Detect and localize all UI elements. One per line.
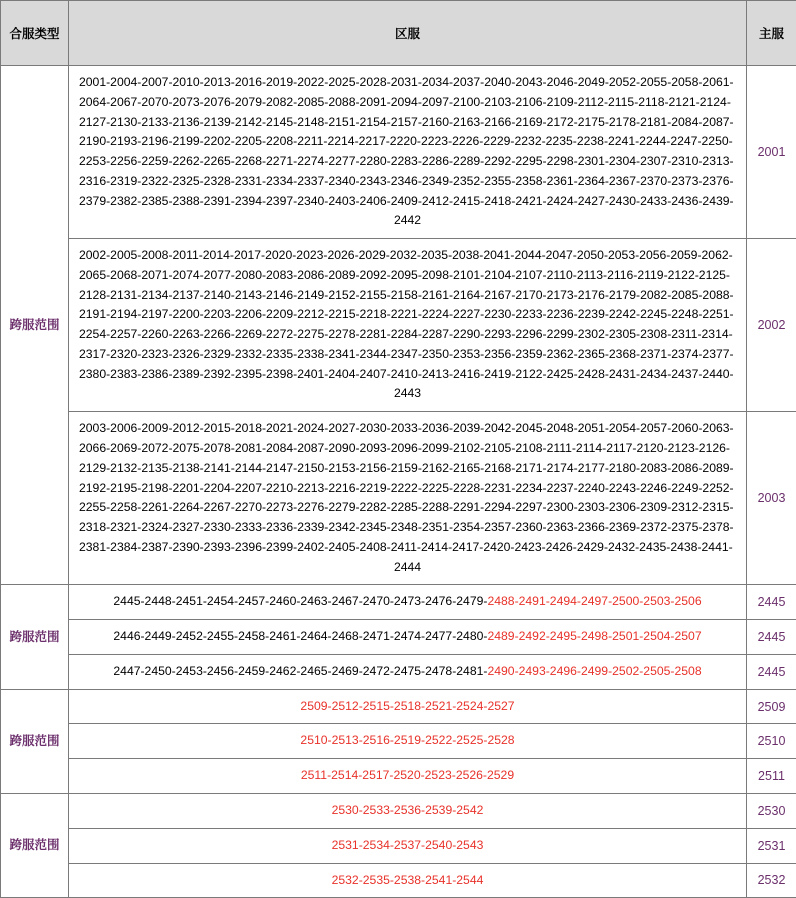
- server-range-segment: 2003-2006-2009-2012-2015-2018-2021-2024-2027-2030-2033-2036-2039-2042-2045-2048-2051-2054-2057-2060-2063-2066-2069-2072-2075-2078-2081-2084-2087-2090-2093-2096-2099-2102-2105-2108-2111-2114-2117-2120-2123-2126-2129-2132-2135-2138-2141-2144-2147-2150-2153-2156-2159-2162-2165-2168-2171-2174-2177-2180-2083-2086-2089-2192-2195-2198-2201-2204-2207-2210-2213-2216-2219-2222-2225-2228-2231-2234-2237-2240-2243-2246-2249-2252-2255-2258-2261-2264-2267-2270-2273-2276-2279-2282-2285-2288-2291-2294-2297-2300-2303-2306-2309-2312-2315-2318-2321-2324-2327-2330-2333-2336-2339-2342-2345-2348-2351-2354-2357-2360-2363-2366-2369-2372-2375-2378-2381-2384-2387-2390-2393-2396-2399-2402-2405-2408-2411-2414-2417-2420-2423-2426-2429-2432-2435-2438-2441-2444: [79, 421, 734, 573]
- server-range-cell: [69, 66, 747, 239]
- table-row: [1, 828, 796, 863]
- server-range-cell: [69, 828, 747, 863]
- server-range-segment: 2510-2513-2516-2519-2522-2525-2528: [300, 733, 514, 747]
- table-row: [1, 620, 796, 655]
- table-row: [1, 412, 796, 585]
- server-range-cell: [69, 412, 747, 585]
- main-server-cell: 2509: [747, 689, 796, 724]
- table-row: [1, 863, 796, 898]
- main-server-cell: 2445: [747, 620, 796, 655]
- main-server-cell: 2532: [747, 863, 796, 898]
- server-range-segment: 2447-2450-2453-2456-2459-2462-2465-2469-2472-2475-2478-2481-: [113, 664, 487, 678]
- server-range-segment: 2532-2535-2538-2541-2544: [332, 873, 484, 887]
- table-row: [1, 585, 796, 620]
- server-range-segment: 2530-2533-2536-2539-2542: [332, 803, 484, 817]
- main-server-cell: 2445: [747, 654, 796, 689]
- table-row: [1, 689, 796, 724]
- table-header-row: [1, 1, 796, 66]
- server-range-cell: [69, 239, 747, 412]
- main-server-cell: 2445: [747, 585, 796, 620]
- table-row: [1, 724, 796, 759]
- main-server-cell: 2531: [747, 828, 796, 863]
- main-server-cell: 2530: [747, 793, 796, 828]
- main-server-cell: 2510: [747, 724, 796, 759]
- server-range-segment: 2509-2512-2515-2518-2521-2524-2527: [300, 699, 514, 713]
- column-header-type: 合服类型: [1, 1, 69, 66]
- merge-type-cell: 跨服范围: [1, 66, 69, 585]
- table-header: [1, 1, 796, 66]
- server-range-segment: 2490-2493-2496-2499-2502-2505-2508: [487, 664, 701, 678]
- server-range-cell: [69, 759, 747, 794]
- table-body: [1, 66, 796, 898]
- server-range-segment: 2489-2492-2495-2498-2501-2504-2507: [487, 629, 701, 643]
- merge-type-cell: 跨服范围: [1, 585, 69, 689]
- server-range-segment: 2488-2491-2494-2497-2500-2503-2506: [487, 594, 701, 608]
- server-range-segment: 2511-2514-2517-2520-2523-2526-2529: [301, 768, 514, 782]
- table-row: [1, 239, 796, 412]
- merge-type-cell: 跨服范围: [1, 689, 69, 793]
- table-row: [1, 66, 796, 239]
- table-row: [1, 793, 796, 828]
- main-server-cell: 2001: [747, 66, 796, 239]
- server-range-cell: [69, 863, 747, 898]
- main-server-cell: 2003: [747, 412, 796, 585]
- server-range-cell: [69, 585, 747, 620]
- main-server-cell: 2002: [747, 239, 796, 412]
- server-range-cell: [69, 793, 747, 828]
- column-header-range: 区服: [69, 1, 747, 66]
- main-server-cell: 2511: [747, 759, 796, 794]
- server-range-cell: [69, 724, 747, 759]
- server-range-segment: 2531-2534-2537-2540-2543: [332, 838, 484, 852]
- table-row: [1, 654, 796, 689]
- server-range-cell: [69, 689, 747, 724]
- server-range-cell: [69, 654, 747, 689]
- table-row: [1, 759, 796, 794]
- server-range-segment: 2446-2449-2452-2455-2458-2461-2464-2468-2471-2474-2477-2480-: [113, 629, 487, 643]
- server-range-cell: [69, 620, 747, 655]
- server-range-segment: 2002-2005-2008-2011-2014-2017-2020-2023-2026-2029-2032-2035-2038-2041-2044-2047-2050-2053-2056-2059-2062-2065-2068-2071-2074-2077-2080-2083-2086-2089-2092-2095-2098-2101-2104-2107-2110-2113-2116-2119-2122-2125-2128-2131-2134-2137-2140-2143-2146-2149-2152-2155-2158-2161-2164-2167-2170-2173-2176-2179-2082-2085-2088-2191-2194-2197-2200-2203-2206-2209-2212-2215-2218-2221-2224-2227-2230-2233-2236-2239-2242-2245-2248-2251-2254-2257-2260-2263-2266-2269-2272-2275-2278-2281-2284-2287-2290-2293-2296-2299-2302-2305-2308-2311-2314-2317-2320-2323-2326-2329-2332-2335-2338-2341-2344-2347-2350-2353-2356-2359-2362-2365-2368-2371-2374-2377-2380-2383-2386-2389-2392-2395-2398-2401-2404-2407-2410-2413-2416-2419-2122-2425-2428-2431-2434-2437-2440-2443: [79, 248, 734, 400]
- merge-type-cell: 跨服范围: [1, 793, 69, 897]
- server-range-segment: 2445-2448-2451-2454-2457-2460-2463-2467-2470-2473-2476-2479-: [113, 594, 487, 608]
- column-header-main: 主服: [747, 1, 796, 66]
- server-range-segment: 2001-2004-2007-2010-2013-2016-2019-2022-2025-2028-2031-2034-2037-2040-2043-2046-2049-2052-2055-2058-2061-2064-2067-2070-2073-2076-2079-2082-2085-2088-2091-2094-2097-2100-2103-2106-2109-2112-2115-2118-2121-2124-2127-2130-2133-2136-2139-2142-2145-2148-2151-2154-2157-2160-2163-2166-2169-2172-2175-2178-2181-2084-2087-2190-2193-2196-2199-2202-2205-2208-2211-2214-2217-2220-2223-2226-2229-2232-2235-2238-2241-2244-2247-2250-2253-2256-2259-2262-2265-2268-2271-2274-2277-2280-2283-2286-2289-2292-2295-2298-2301-2304-2307-2310-2313-2316-2319-2322-2325-2328-2331-2334-2337-2340-2343-2346-2349-2352-2355-2358-2361-2364-2367-2370-2373-2376-2379-2382-2385-2388-2391-2394-2397-2340-2403-2406-2409-2412-2415-2418-2421-2424-2427-2430-2433-2436-2439-2442: [79, 75, 734, 227]
